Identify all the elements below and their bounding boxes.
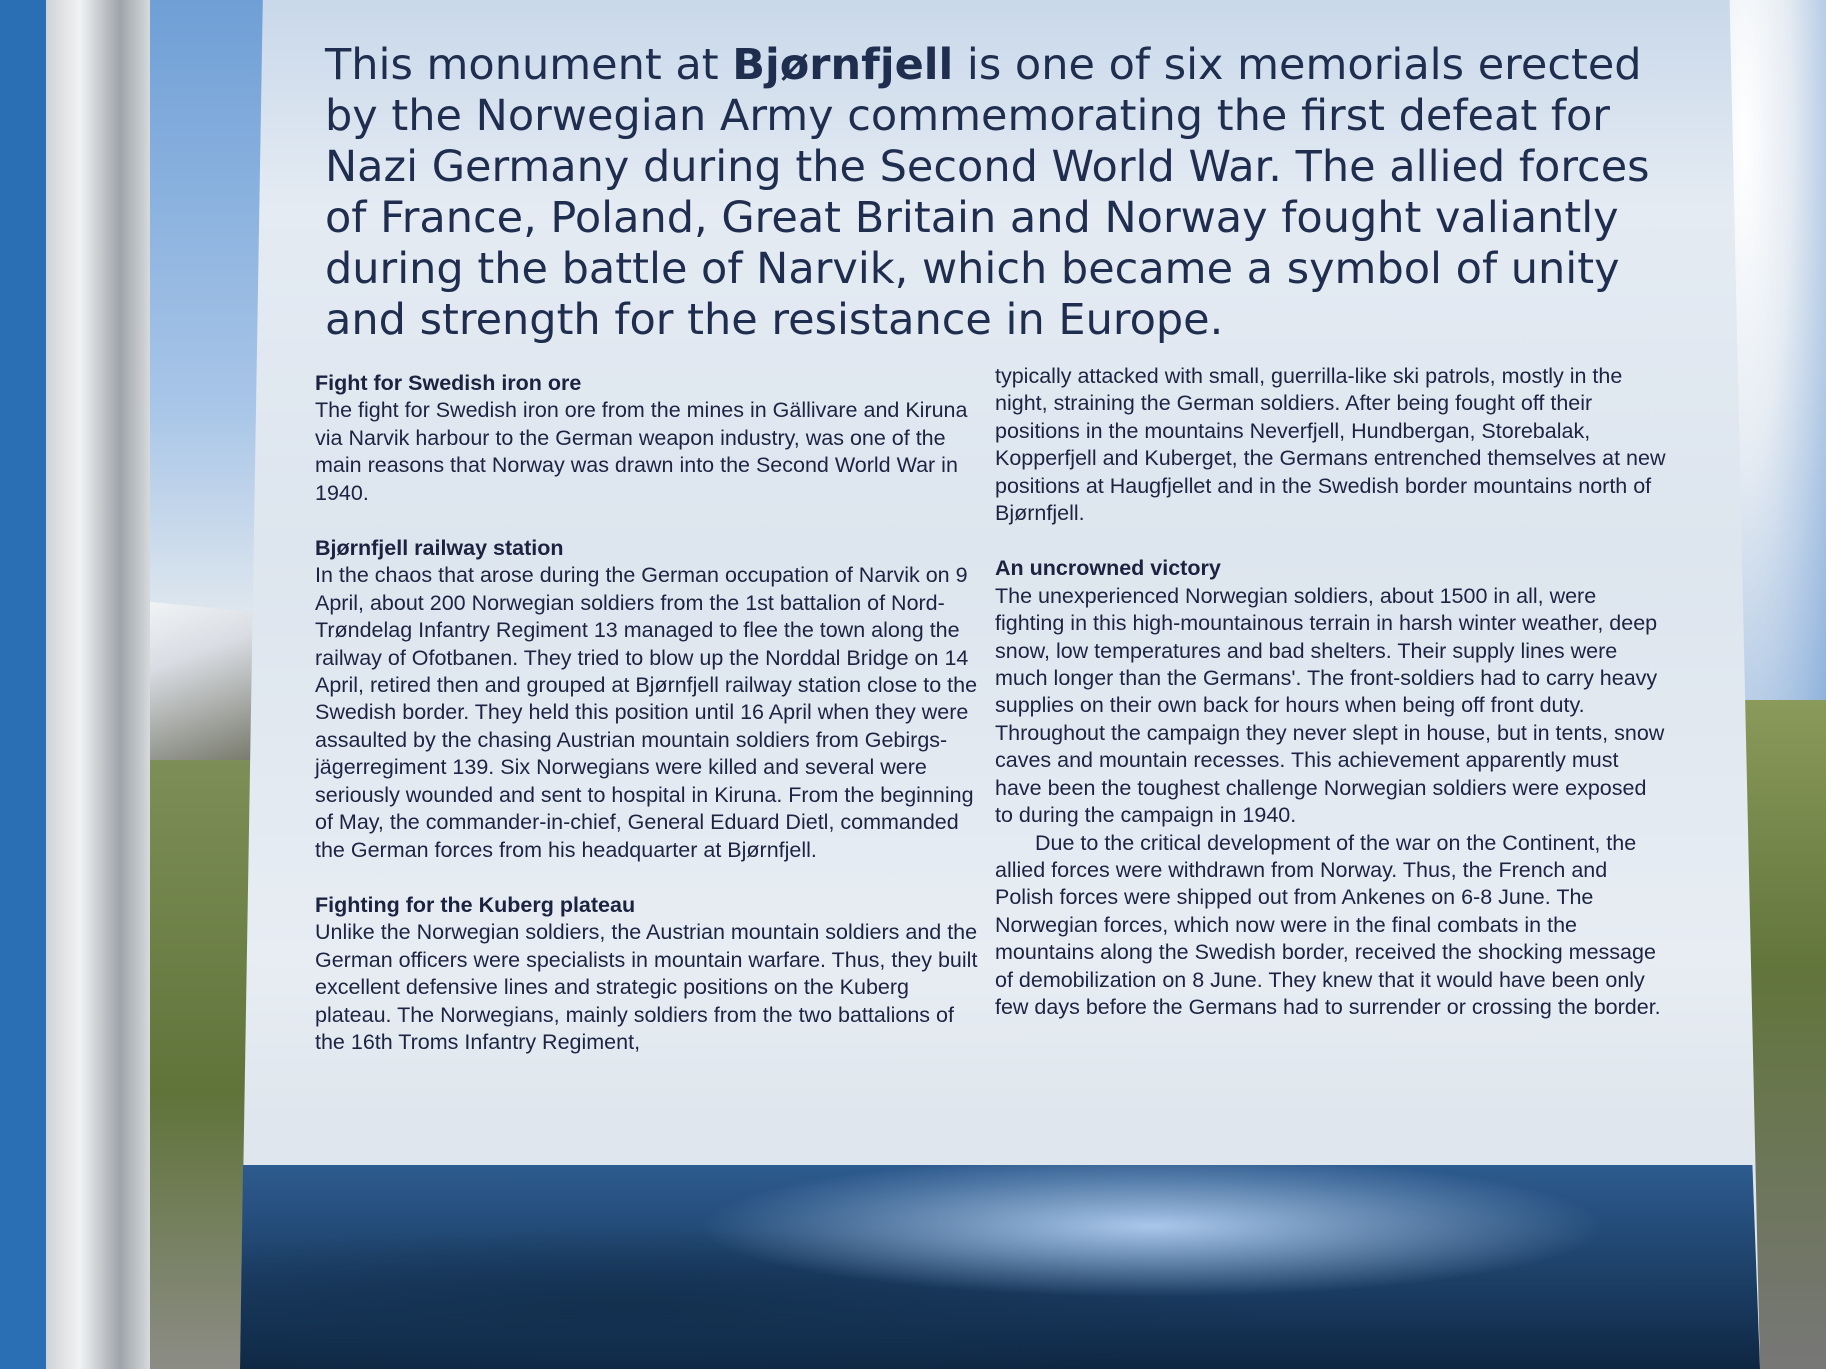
section-railway-station — [315, 535, 980, 864]
headline-text: is one of six memorials erected by the Norwegian Army commemorating the first defeat for Nazi Germany during the Second World War. The allied forces of France, Poland, Great Britain and Norway fought valiantly during the battle of Narvik, which became a symbol of unity and strength for the resistance in Europe. — [325, 40, 1650, 345]
memorial-headline — [325, 40, 1665, 346]
headline-intro: This monument at — [325, 40, 733, 90]
section-body-continued: Due to the critical development of the war on the Continent, the allied forces were withdrawn from Norway. Thus, the French and Polish forces were shipped out from Ankenes on 6-8 June. The Norwegian forces, which now were in the final combats in the mountains along the Swedish border, received the shocking message of demobilization on 8 June. They knew that it would have been only few days before the Germans had to surrender or crossing the border. — [995, 830, 1661, 1019]
section-heading: Bjørnfjell railway station — [315, 536, 564, 561]
section-iron-ore — [315, 370, 980, 507]
left-text-column — [315, 370, 980, 1084]
snowy-mountain — [130, 600, 270, 770]
section-kuberg-plateau — [315, 892, 980, 1056]
section-body: The fight for Swedish iron ore from the mines in Gällivare and Kiruna via Narvik harbour to the German weapon industry, was one of the main reasons that Norway was drawn into the Second World War in 1940. — [315, 398, 968, 505]
section-body: typically attacked with small, guerrilla-like ski patrols, mostly in the night, straining the German soldiers. After being fought off their positions in the mountains Neverfjell, Hundbergan, Storebalak, Kopperfjell and Kuberget, the Germans entrenched themselves at new positions at Haugfjellet and in the Swedish border mountains north of Bjørnfjell. — [995, 364, 1666, 526]
historical-photo-strip — [240, 1165, 1760, 1369]
section-uncrowned-victory — [995, 555, 1670, 1021]
right-text-column — [995, 363, 1670, 1049]
section-kuberg-continued — [995, 363, 1670, 527]
section-body: The unexperienced Norwegian soldiers, about 1500 in all, were fighting in this high-mountainous terrain in harsh winter weather, deep snow, low temperatures and bad shelters. Their supply lines were much longer than the Germans'. The front-soldiers had to carry heavy supplies on their own back for hours when being off front duty. Throughout the campaign they never slept in house, but in tents, snow caves and mountain recesses. This achievement apparently must have been the toughest challenge Norwegian soldiers were exposed to during the campaign in 1940. — [995, 583, 1665, 828]
headline-place-name: Bjørnfjell — [732, 40, 954, 90]
section-body: In the chaos that arose during the German occupation of Narvik on 9 April, about 200 Norwegian soldiers from the 1st battalion of Nord-Trøndelag Infantry Regiment 13 managed to flee the town along the railway of Ofotbanen. They tried to blow up the Norddal Bridge on 14 April, retired then and grouped at Bjørnfjell railway station close to the Swedish border. They held this position until 16 April when they were assaulted by the chasing Austrian mountain soldiers from Gebirgs-jägerregiment 139. Six Norwegians were killed and several were seriously wounded and sent to hospital in Kiruna. From the beginning of May, the commander-in-chief, General Eduard Dietl, commanded the German forces from his headquarter at Bjørnfjell. — [315, 563, 978, 862]
section-body: Unlike the Norwegian soldiers, the Austrian mountain soldiers and the German officers were specialists in mountain warfare. Thus, they built excellent defensive lines and strategic positions on the Kuberg plateau. The Norwegians, mainly soldiers from the two battalions of the 16th Troms Infantry Regiment, — [315, 920, 978, 1054]
section-heading: Fight for Swedish iron ore — [315, 371, 582, 395]
section-heading: An uncrowned victory — [995, 556, 1221, 581]
section-heading: Fighting for the Kuberg plateau — [315, 892, 636, 917]
metal-sign-post — [0, 0, 150, 1369]
